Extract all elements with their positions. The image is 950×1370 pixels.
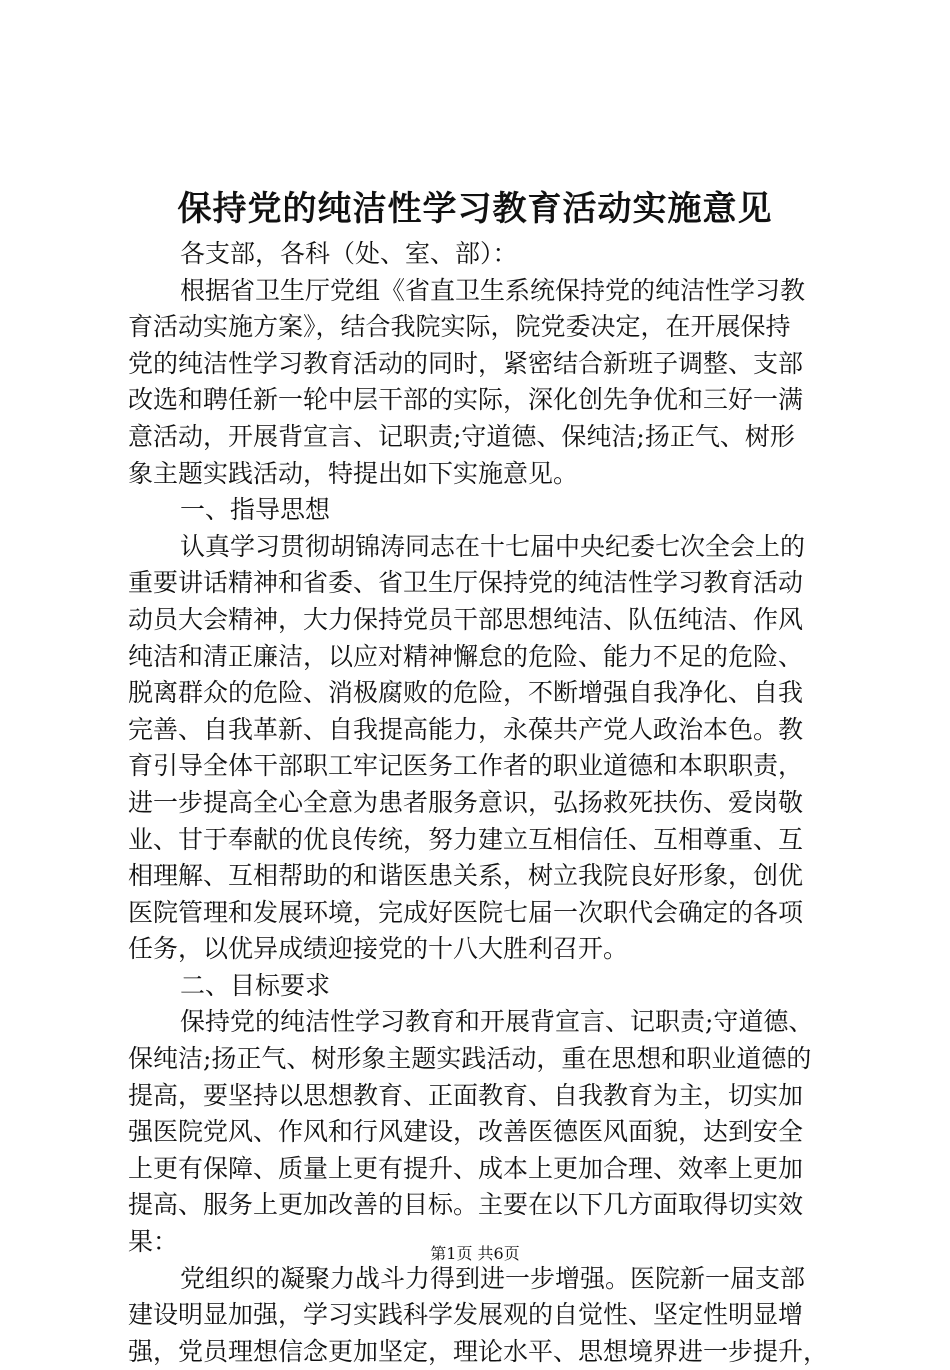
paragraph-line: 保纯洁;扬正气、树形象主题实践活动，重在思想和职业道德的 bbox=[128, 1044, 812, 1074]
paragraph-line: 完善、自我革新、自我提高能力，永葆共产党人政治本色。教 bbox=[128, 714, 804, 744]
paragraph-line: 提高，要坚持以思想教育、正面教育、自我教育为主，切实加 bbox=[128, 1080, 804, 1110]
paragraph-line: 强医院党风、作风和行风建设，改善医德医风面貌，达到安全 bbox=[128, 1117, 804, 1147]
section-heading: 二、目标要求 bbox=[180, 970, 331, 1000]
paragraph-line: 改选和聘任新一轮中层干部的实际，深化创先争优和三好一满 bbox=[128, 385, 804, 415]
paragraph-line: 相理解、互相帮助的和谐医患关系，树立我院良好形象，创优 bbox=[128, 861, 804, 891]
paragraph-line: 重要讲话精神和省委、省卫生厅保持党的纯洁性学习教育活动 bbox=[128, 568, 804, 598]
paragraph-line: 进一步提高全心全意为患者服务意识，弘扬救死扶伤、爱岗敬 bbox=[128, 787, 804, 817]
paragraph-line: 上更有保障、质量上更有提升、成本上更加合理、效率上更加 bbox=[128, 1153, 804, 1183]
paragraph-line: 业、甘于奉献的优良传统，努力建立互相信任、互相尊重、互 bbox=[128, 824, 804, 854]
paragraph-line: 保持党的纯洁性学习教育和开展背宣言、记职责;守道德、 bbox=[180, 1007, 814, 1037]
paragraph-line: 认真学习贯彻胡锦涛同志在十七届中央纪委七次全会上的 bbox=[180, 531, 806, 561]
paragraph-line: 育引导全体干部职工牢记医务工作者的职业道德和本职职责， bbox=[128, 751, 804, 781]
section-heading: 一、指导思想 bbox=[180, 495, 331, 525]
paragraph-line: 育活动实施方案》，结合我院实际，院党委决定，在开展保持 bbox=[128, 312, 791, 342]
salutation-line: 各支部，各科（处、室、部）： bbox=[180, 239, 518, 268]
document-body bbox=[128, 236, 832, 1370]
paragraph-line: 建设明显加强，学习实践科学发展观的自觉性、坚定性明显增 bbox=[128, 1300, 804, 1330]
paragraph-line: 党组织的凝聚力战斗力得到进一步增强。医院新一届支部 bbox=[180, 1263, 806, 1293]
paragraph-line: 任务，以优异成绩迎接党的十八大胜利召开。 bbox=[128, 934, 629, 964]
paragraph-line: 提高、服务上更加改善的目标。主要在以下几方面取得切实效 bbox=[128, 1190, 804, 1220]
paragraph-line: 脱离群众的危险、消极腐败的危险，不断增强自我净化、自我 bbox=[128, 678, 804, 708]
paragraph-line: 党的纯洁性学习教育活动的同时，紧密结合新班子调整、支部 bbox=[128, 348, 804, 378]
paragraph-line: 动员大会精神，大力保持党员干部思想纯洁、队伍纯洁、作风 bbox=[128, 604, 804, 634]
paragraph-line: 果： bbox=[128, 1227, 179, 1257]
paragraph-line: 意活动，开展背宣言、记职责;守道德、保纯洁;扬正气、树形 bbox=[128, 421, 795, 451]
paragraph-line: 强，党员理想信念更加坚定，理论水平、思想境界进一步提升， bbox=[128, 1336, 829, 1366]
document-title: 保持党的纯洁性学习教育活动实施意见 bbox=[177, 189, 773, 229]
paragraph-line: 象主题实践活动，特提出如下实施意见。 bbox=[128, 458, 579, 488]
paragraph-line: 医院管理和发展环境，完成好医院七届一次职代会确定的各项 bbox=[128, 897, 804, 927]
paragraph-line: 根据省卫生厅党组《省直卫生系统保持党的纯洁性学习教 bbox=[180, 275, 806, 305]
page-footer: 第1页 共6页 bbox=[430, 1244, 520, 1263]
paragraph-line: 纯洁和清正廉洁，以应对精神懈怠的危险、能力不足的危险、 bbox=[128, 641, 804, 671]
